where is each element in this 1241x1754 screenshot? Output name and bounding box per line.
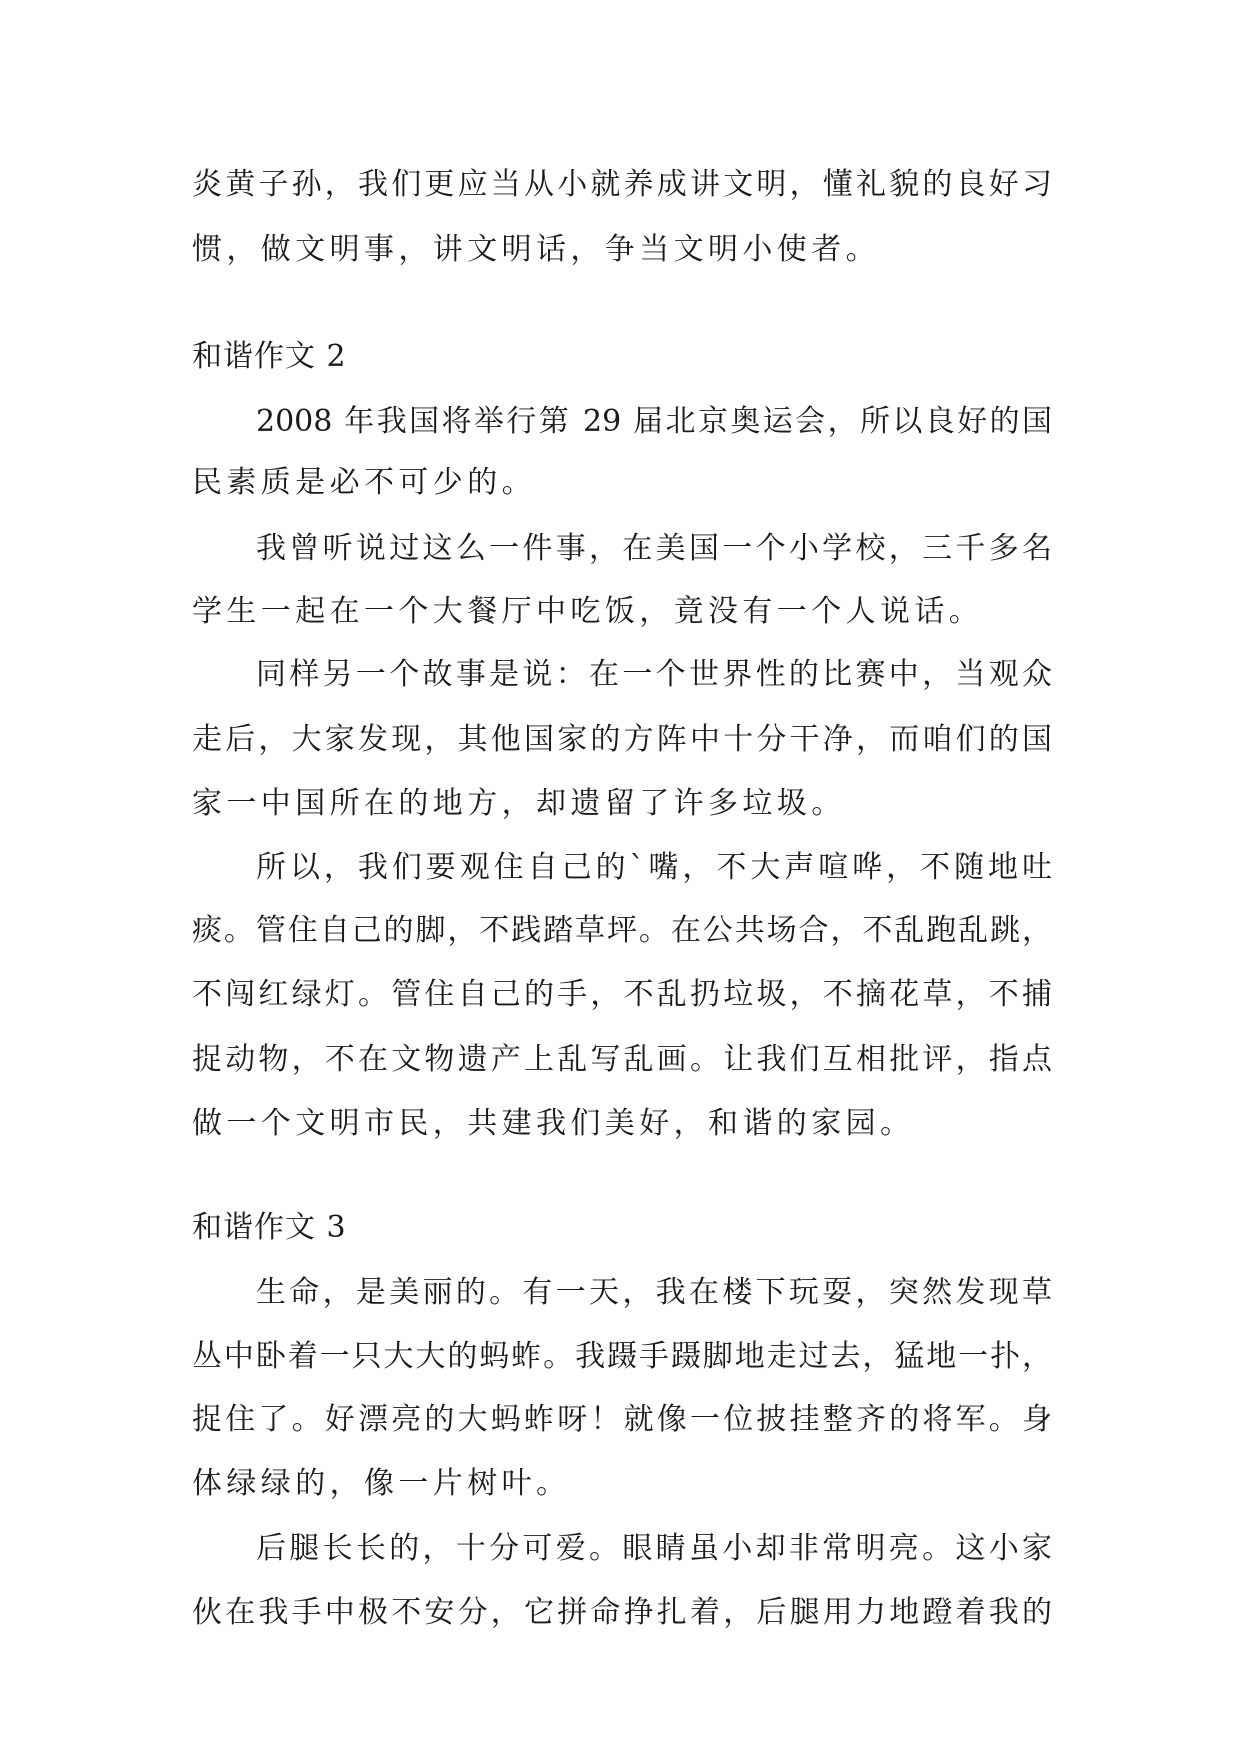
paragraph-line: 捉住了。好漂亮的大蚂蚱呀！就像一位披挂整齐的将军。身 (192, 1402, 1052, 1437)
paragraph-line: 捉动物，不在文物遗产上乱写乱画。让我们互相批评，指点 (192, 1042, 1052, 1077)
paragraph-line: 学生一起在一个大餐厅中吃饭，竟没有一个人说话。 (192, 594, 984, 629)
paragraph-line: 做一个文明市民，共建我们美好，和谐的家园。 (192, 1106, 915, 1141)
paragraph-line: 同样另一个故事是说：在一个世界性的比赛中，当观众 (256, 657, 1052, 692)
section-title: 和谐作文 2 (192, 339, 347, 374)
paragraph-line: 惯，做文明事，讲文明话，争当文明小使者。 (192, 232, 880, 267)
paragraph-line: 炎黄子孙，我们更应当从小就养成讲文明，懂礼貌的良好习 (192, 167, 1052, 202)
paragraph-line: 民素质是必不可少的。 (192, 465, 536, 500)
paragraph-line: 所以，我们要观住自己的`嘴，不大声喧哗，不随地吐 (256, 850, 1052, 885)
paragraph-line: 伙在我手中极不安分，它拼命挣扎着，后腿用力地蹬着我的 (192, 1595, 1052, 1630)
paragraph-line: 家一中国所在的地方，却遗留了许多垃圾。 (192, 786, 846, 821)
paragraph-line: 丛中卧着一只大大的蚂蚱。我蹑手蹑脚地走过去，猛地一扑， (192, 1339, 1052, 1374)
paragraph-line: 不闯红绿灯。管住自己的手，不乱扔垃圾，不摘花草，不捕 (192, 977, 1052, 1012)
paragraph-line: 2008 年我国将举行第 29 届北京奥运会，所以良好的国 (256, 404, 1052, 439)
paragraph-line: 生命，是美丽的。有一天，我在楼下玩耍，突然发现草 (256, 1275, 1052, 1310)
section-title: 和谐作文 3 (192, 1210, 347, 1245)
paragraph-line: 后腿长长的，十分可爱。眼睛虽小却非常明亮。这小家 (256, 1531, 1052, 1566)
paragraph-line: 走后，大家发现，其他国家的方阵中十分干净，而咱们的国 (192, 722, 1052, 757)
paragraph-line: 痰。管住自己的脚，不践踏草坪。在公共场合，不乱跑乱跳， (192, 913, 1052, 948)
paragraph-line: 体绿绿的，像一片树叶。 (192, 1466, 571, 1501)
paragraph-line: 我曾听说过这么一件事，在美国一个小学校，三千多名 (256, 531, 1052, 566)
